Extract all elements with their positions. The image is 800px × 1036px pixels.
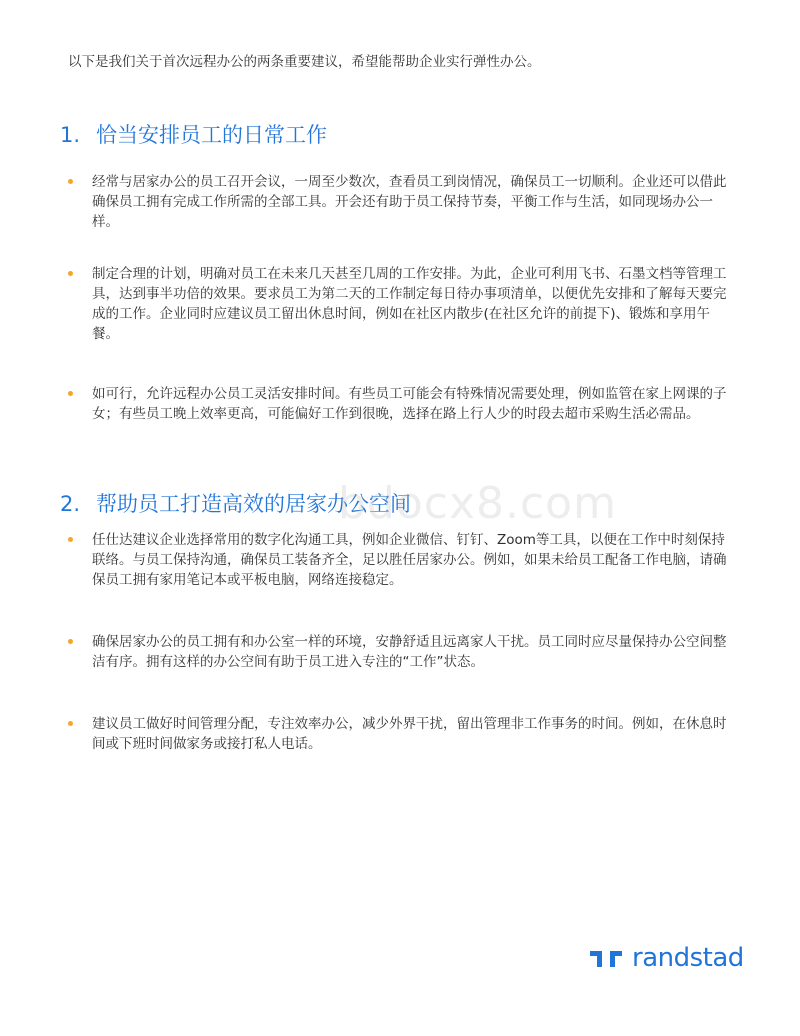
randstad-logo-icon <box>588 947 624 969</box>
list-item-text: 经常与居家办公的员工召开会议，一周至少数次，查看员工到岗情况，确保员工一切顺利。企业还可以借此确保员工拥有完成工作所需的全部工具。开会还有助于员工保持节奏，平衡工作与生活，如同现场办公一样。 <box>92 174 727 230</box>
bullet-dot <box>68 391 73 396</box>
list-item-text: 制定合理的计划，明确对员工在未来几天甚至几周的工作安排。为此，企业可利用飞书、石墨文档等管理工具，达到事半功倍的效果。要求员工为第二天的工作制定每日待办事项清单，以便优先安排和了解每天要完成的工作。企业同时应建议员工留出休息时间，例如在社区内散步(在社区允许的前提下)、锻炼和享用午餐。 <box>92 266 727 342</box>
intro-paragraph: 以下是我们关于首次远程办公的两条重要建议，希望能帮助企业实行弹性办公。 <box>68 54 541 70</box>
randstad-logo <box>588 944 744 972</box>
list-item-text: 任仕达建议企业选择常用的数字化沟通工具，例如企业微信、钉钉、Zoom等工具，以便在工作中时刻保持联络。与员工保持沟通，确保员工装备齐全，足以胜任居家办公。例如，如果未给员工配备工作电脑，请确保员工拥有家用笔记本或平板电脑，网络连接稳定。 <box>92 532 727 588</box>
section-1-number: 1. <box>60 123 81 147</box>
list-item-text: 确保居家办公的员工拥有和办公室一样的环境，安静舒适且远离家人干扰。员工同时应尽量保持办公空间整洁有序。拥有这样的办公空间有助于员工进入专注的“工作”状态。 <box>92 634 727 670</box>
section-1-title: 恰当安排员工的日常工作 <box>96 123 327 147</box>
bullet-dot <box>68 537 73 542</box>
section-2-number: 2. <box>60 492 81 516</box>
randstad-logo-word: randstad <box>632 943 744 973</box>
list-item-text: 如可行，允许远程办公员工灵活安排时间。有些员工可能会有特殊情况需要处理，例如监管在家上网课的子女；有些员工晚上效率更高，可能偏好工作到很晚，选择在路上行人少的时段去超市采购生活必需品。 <box>92 386 727 422</box>
watermark: bdocx8.com <box>338 478 617 529</box>
section-2-title: 帮助员工打造高效的居家办公空间 <box>96 492 411 516</box>
section-1-heading <box>60 121 740 149</box>
list-item-text: 建议员工做好时间管理分配，专注效率办公，减少外界干扰，留出管理非工作事务的时间。例如，在休息时间或下班时间做家务或接打私人电话。 <box>92 716 727 752</box>
bullet-dot <box>68 179 73 184</box>
bullet-dot <box>68 721 73 726</box>
bullet-dot <box>68 271 73 276</box>
bullet-dot <box>68 639 73 644</box>
